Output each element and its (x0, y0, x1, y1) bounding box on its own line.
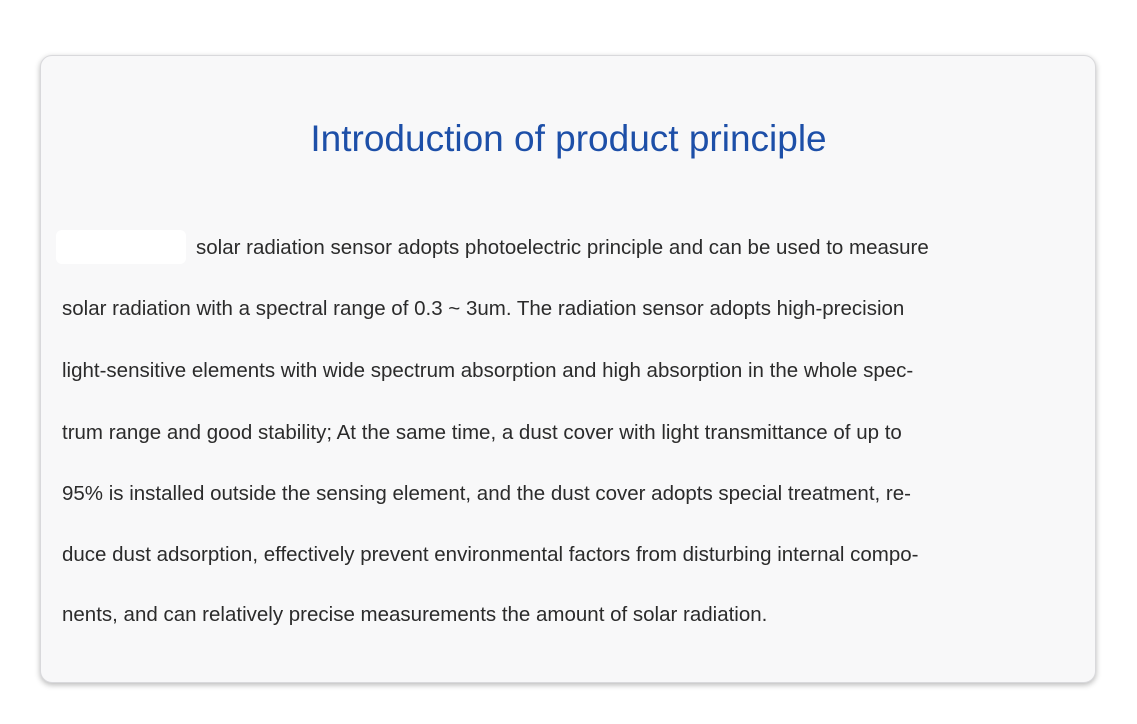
body-line-3: light-sensitive elements with wide spectrum absorption and high absorption in the whole spec- (62, 359, 914, 382)
body-line-7: nents, and can relatively precise measurements the amount of solar radiation. (62, 603, 768, 626)
page-title: Introduction of product principle (310, 118, 827, 159)
redacted-product-name (56, 230, 186, 264)
body-line-4: trum range and good stability; At the same time, a dust cover with light transmittance of up to (62, 421, 902, 444)
body-line-2: solar radiation with a spectral range of 0.3 ~ 3um. The radiation sensor adopts high-precision (62, 297, 905, 320)
body-line-6: duce dust adsorption, effectively prevent environmental factors from disturbing internal compo- (62, 543, 919, 566)
body-line-5: 95% is installed outside the sensing element, and the dust cover adopts special treatment, re- (62, 482, 911, 505)
body-line-1: solar radiation sensor adopts photoelectric principle and can be used to measure (196, 236, 929, 259)
